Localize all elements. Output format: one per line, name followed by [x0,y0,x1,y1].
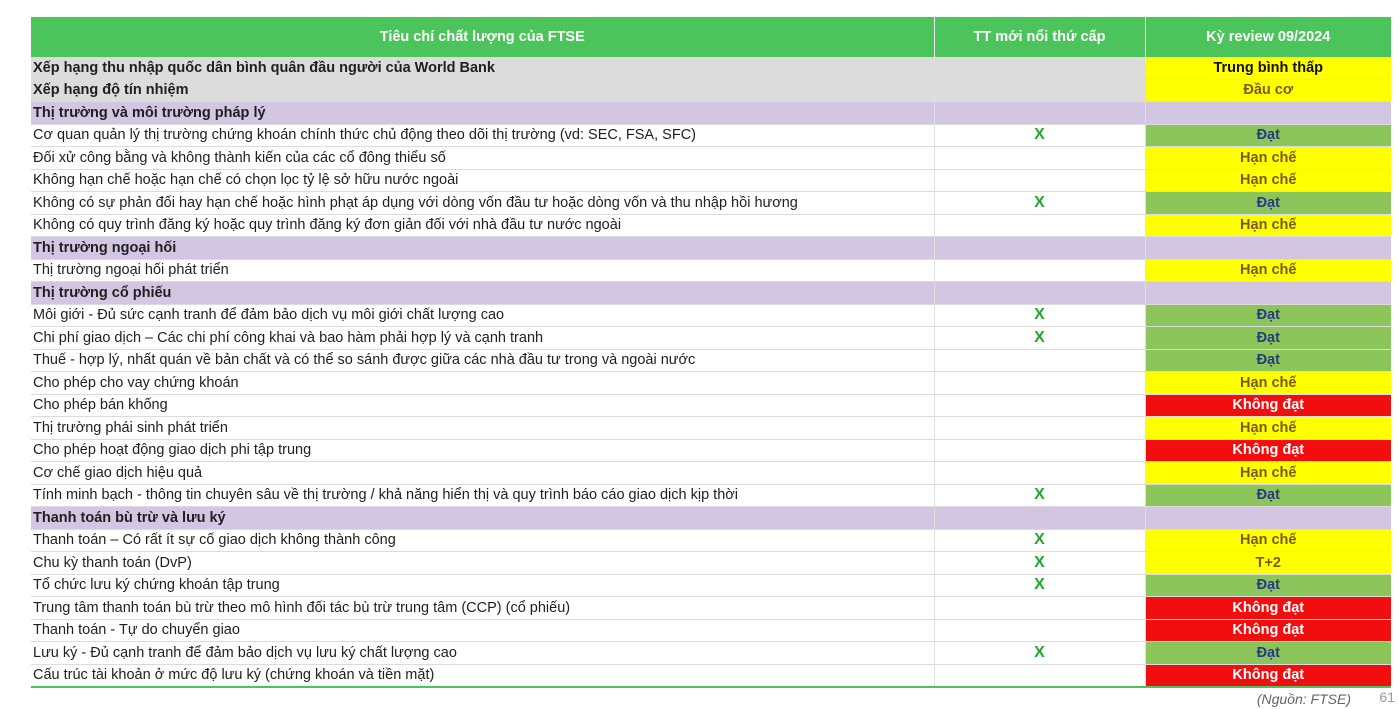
emerging-mark [934,282,1145,305]
criterion-label: Đối xử công bằng và không thành kiến của các cổ đông thiểu số [31,147,934,170]
review-status: Hạn chế [1145,417,1391,440]
review-status: T+2 [1145,552,1391,575]
emerging-mark [934,462,1145,485]
criterion-label: Thanh toán - Tự do chuyển giao [31,619,934,642]
criterion-label: Cho phép hoạt động giao dịch phi tập trung [31,439,934,462]
criterion-label: Không có sự phản đối hay hạn chế hoặc hình phạt áp dụng với dòng vốn đầu tư hoặc dòng vốn và thu nhập hồi hương [31,192,934,215]
criterion-label: Xếp hạng thu nhập quốc dân bình quân đầu người của World Bank [31,57,934,79]
emerging-mark [934,597,1145,620]
header-review: Kỳ review 09/2024 [1145,17,1391,57]
review-status: Không đạt [1145,597,1391,620]
emerging-mark [934,394,1145,417]
emerging-mark [934,349,1145,372]
table-row [31,124,1391,147]
criterion-label: Tổ chức lưu ký chứng khoán tập trung [31,574,934,597]
emerging-mark [934,214,1145,237]
ftse-criteria-table [31,17,1391,688]
emerging-mark [934,169,1145,192]
section-label: Thanh toán bù trừ và lưu ký [31,507,934,530]
emerging-mark: X [934,642,1145,665]
criterion-label: Chu kỳ thanh toán (DvP) [31,552,934,575]
criterion-label: Xếp hạng độ tín nhiệm [31,79,934,102]
table-row [31,417,1391,440]
criterion-label: Cơ chế giao dịch hiệu quả [31,462,934,485]
emerging-mark [934,439,1145,462]
section-row [31,102,1391,125]
review-status: Hạn chế [1145,372,1391,395]
section-row [31,507,1391,530]
section-row [31,237,1391,260]
emerging-mark: X [934,192,1145,215]
criterion-label: Không có quy trình đăng ký hoặc quy trình đăng ký đơn giản đối với nhà đầu tư nước ngoài [31,214,934,237]
section-label: Thị trường và môi trường pháp lý [31,102,934,125]
review-status [1145,507,1391,530]
page-number: 61 [1379,689,1395,705]
table-row [31,147,1391,170]
emerging-mark [934,79,1145,102]
table-body [31,57,1391,687]
table-row [31,394,1391,417]
criterion-label: Cấu trúc tài khoản ở mức độ lưu ký (chứng khoán và tiền mặt) [31,664,934,687]
criterion-label: Cho phép cho vay chứng khoán [31,372,934,395]
criterion-label: Thị trường phái sinh phát triển [31,417,934,440]
emerging-mark [934,57,1145,79]
review-status: Trung bình thấp [1145,57,1391,79]
emerging-mark [934,259,1145,282]
table-row [31,372,1391,395]
section-row [31,282,1391,305]
review-status: Đạt [1145,642,1391,665]
review-status: Hạn chế [1145,147,1391,170]
header-criteria: Tiêu chí chất lượng của FTSE [31,17,934,57]
review-status [1145,102,1391,125]
review-status: Không đạt [1145,439,1391,462]
header-emerging: TT mới nổi thứ cấp [934,17,1145,57]
review-status: Đầu cơ [1145,79,1391,102]
emerging-mark [934,147,1145,170]
table-row [31,664,1391,687]
review-status: Đạt [1145,304,1391,327]
emerging-mark [934,372,1145,395]
table-row [31,304,1391,327]
criterion-label: Cho phép bán khống [31,394,934,417]
table-row [31,79,1391,102]
review-status: Hạn chế [1145,214,1391,237]
table-row [31,642,1391,665]
table-row [31,214,1391,237]
emerging-mark [934,237,1145,260]
emerging-mark: X [934,552,1145,575]
criterion-label: Thuế - hợp lý, nhất quán về bản chất và có thể so sánh được giữa các nhà đầu tư trong và ngoài nước [31,349,934,372]
emerging-mark [934,102,1145,125]
review-status: Hạn chế [1145,462,1391,485]
emerging-mark: X [934,304,1145,327]
review-status: Đạt [1145,124,1391,147]
table-row [31,484,1391,507]
review-status: Hạn chế [1145,169,1391,192]
review-status: Đạt [1145,574,1391,597]
table-row [31,349,1391,372]
review-status [1145,237,1391,260]
table-row [31,192,1391,215]
criterion-label: Không hạn chế hoặc hạn chế có chọn lọc tỷ lệ sở hữu nước ngoài [31,169,934,192]
criterion-label: Môi giới - Đủ sức cạnh tranh để đảm bảo dịch vụ môi giới chất lượng cao [31,304,934,327]
emerging-mark: X [934,484,1145,507]
emerging-mark: X [934,529,1145,552]
table-row [31,169,1391,192]
table-row [31,574,1391,597]
section-label: Thị trường ngoại hối [31,237,934,260]
review-status: Đạt [1145,349,1391,372]
review-status: Không đạt [1145,394,1391,417]
source-note: (Nguồn: FTSE) [1256,691,1351,707]
review-status: Đạt [1145,192,1391,215]
review-status: Hạn chế [1145,529,1391,552]
criterion-label: Thanh toán – Có rất ít sự cố giao dịch không thành công [31,529,934,552]
table-row [31,57,1391,79]
emerging-mark: X [934,124,1145,147]
criterion-label: Tính minh bạch - thông tin chuyên sâu về thị trường / khả năng hiển thị và quy trình báo cáo giao dịch kịp thời [31,484,934,507]
criterion-label: Chi phí giao dịch – Các chi phí công khai và bao hàm phải hợp lý và cạnh tranh [31,327,934,350]
criterion-label: Thị trường ngoại hối phát triển [31,259,934,282]
table-row [31,529,1391,552]
table-row [31,552,1391,575]
section-label: Thị trường cổ phiếu [31,282,934,305]
review-status [1145,282,1391,305]
review-status: Đạt [1145,484,1391,507]
review-status: Hạn chế [1145,259,1391,282]
emerging-mark [934,664,1145,687]
criterion-label: Cơ quan quản lý thị trường chứng khoán chính thức chủ động theo dõi thị trường (vd: SEC, FSA, SFC) [31,124,934,147]
table-row [31,327,1391,350]
emerging-mark [934,619,1145,642]
review-status: Đạt [1145,327,1391,350]
table-header-row [31,17,1391,57]
table-row [31,439,1391,462]
table-row [31,619,1391,642]
criterion-label: Lưu ký - Đủ cạnh tranh để đảm bảo dịch vụ lưu ký chất lượng cao [31,642,934,665]
review-status: Không đạt [1145,664,1391,687]
criterion-label: Trung tâm thanh toán bù trừ theo mô hình đối tác bù trừ trung tâm (CCP) (cổ phiếu) [31,597,934,620]
emerging-mark [934,507,1145,530]
emerging-mark: X [934,574,1145,597]
review-status: Không đạt [1145,619,1391,642]
emerging-mark: X [934,327,1145,350]
emerging-mark [934,417,1145,440]
table-row [31,462,1391,485]
table-row [31,597,1391,620]
table-row [31,259,1391,282]
